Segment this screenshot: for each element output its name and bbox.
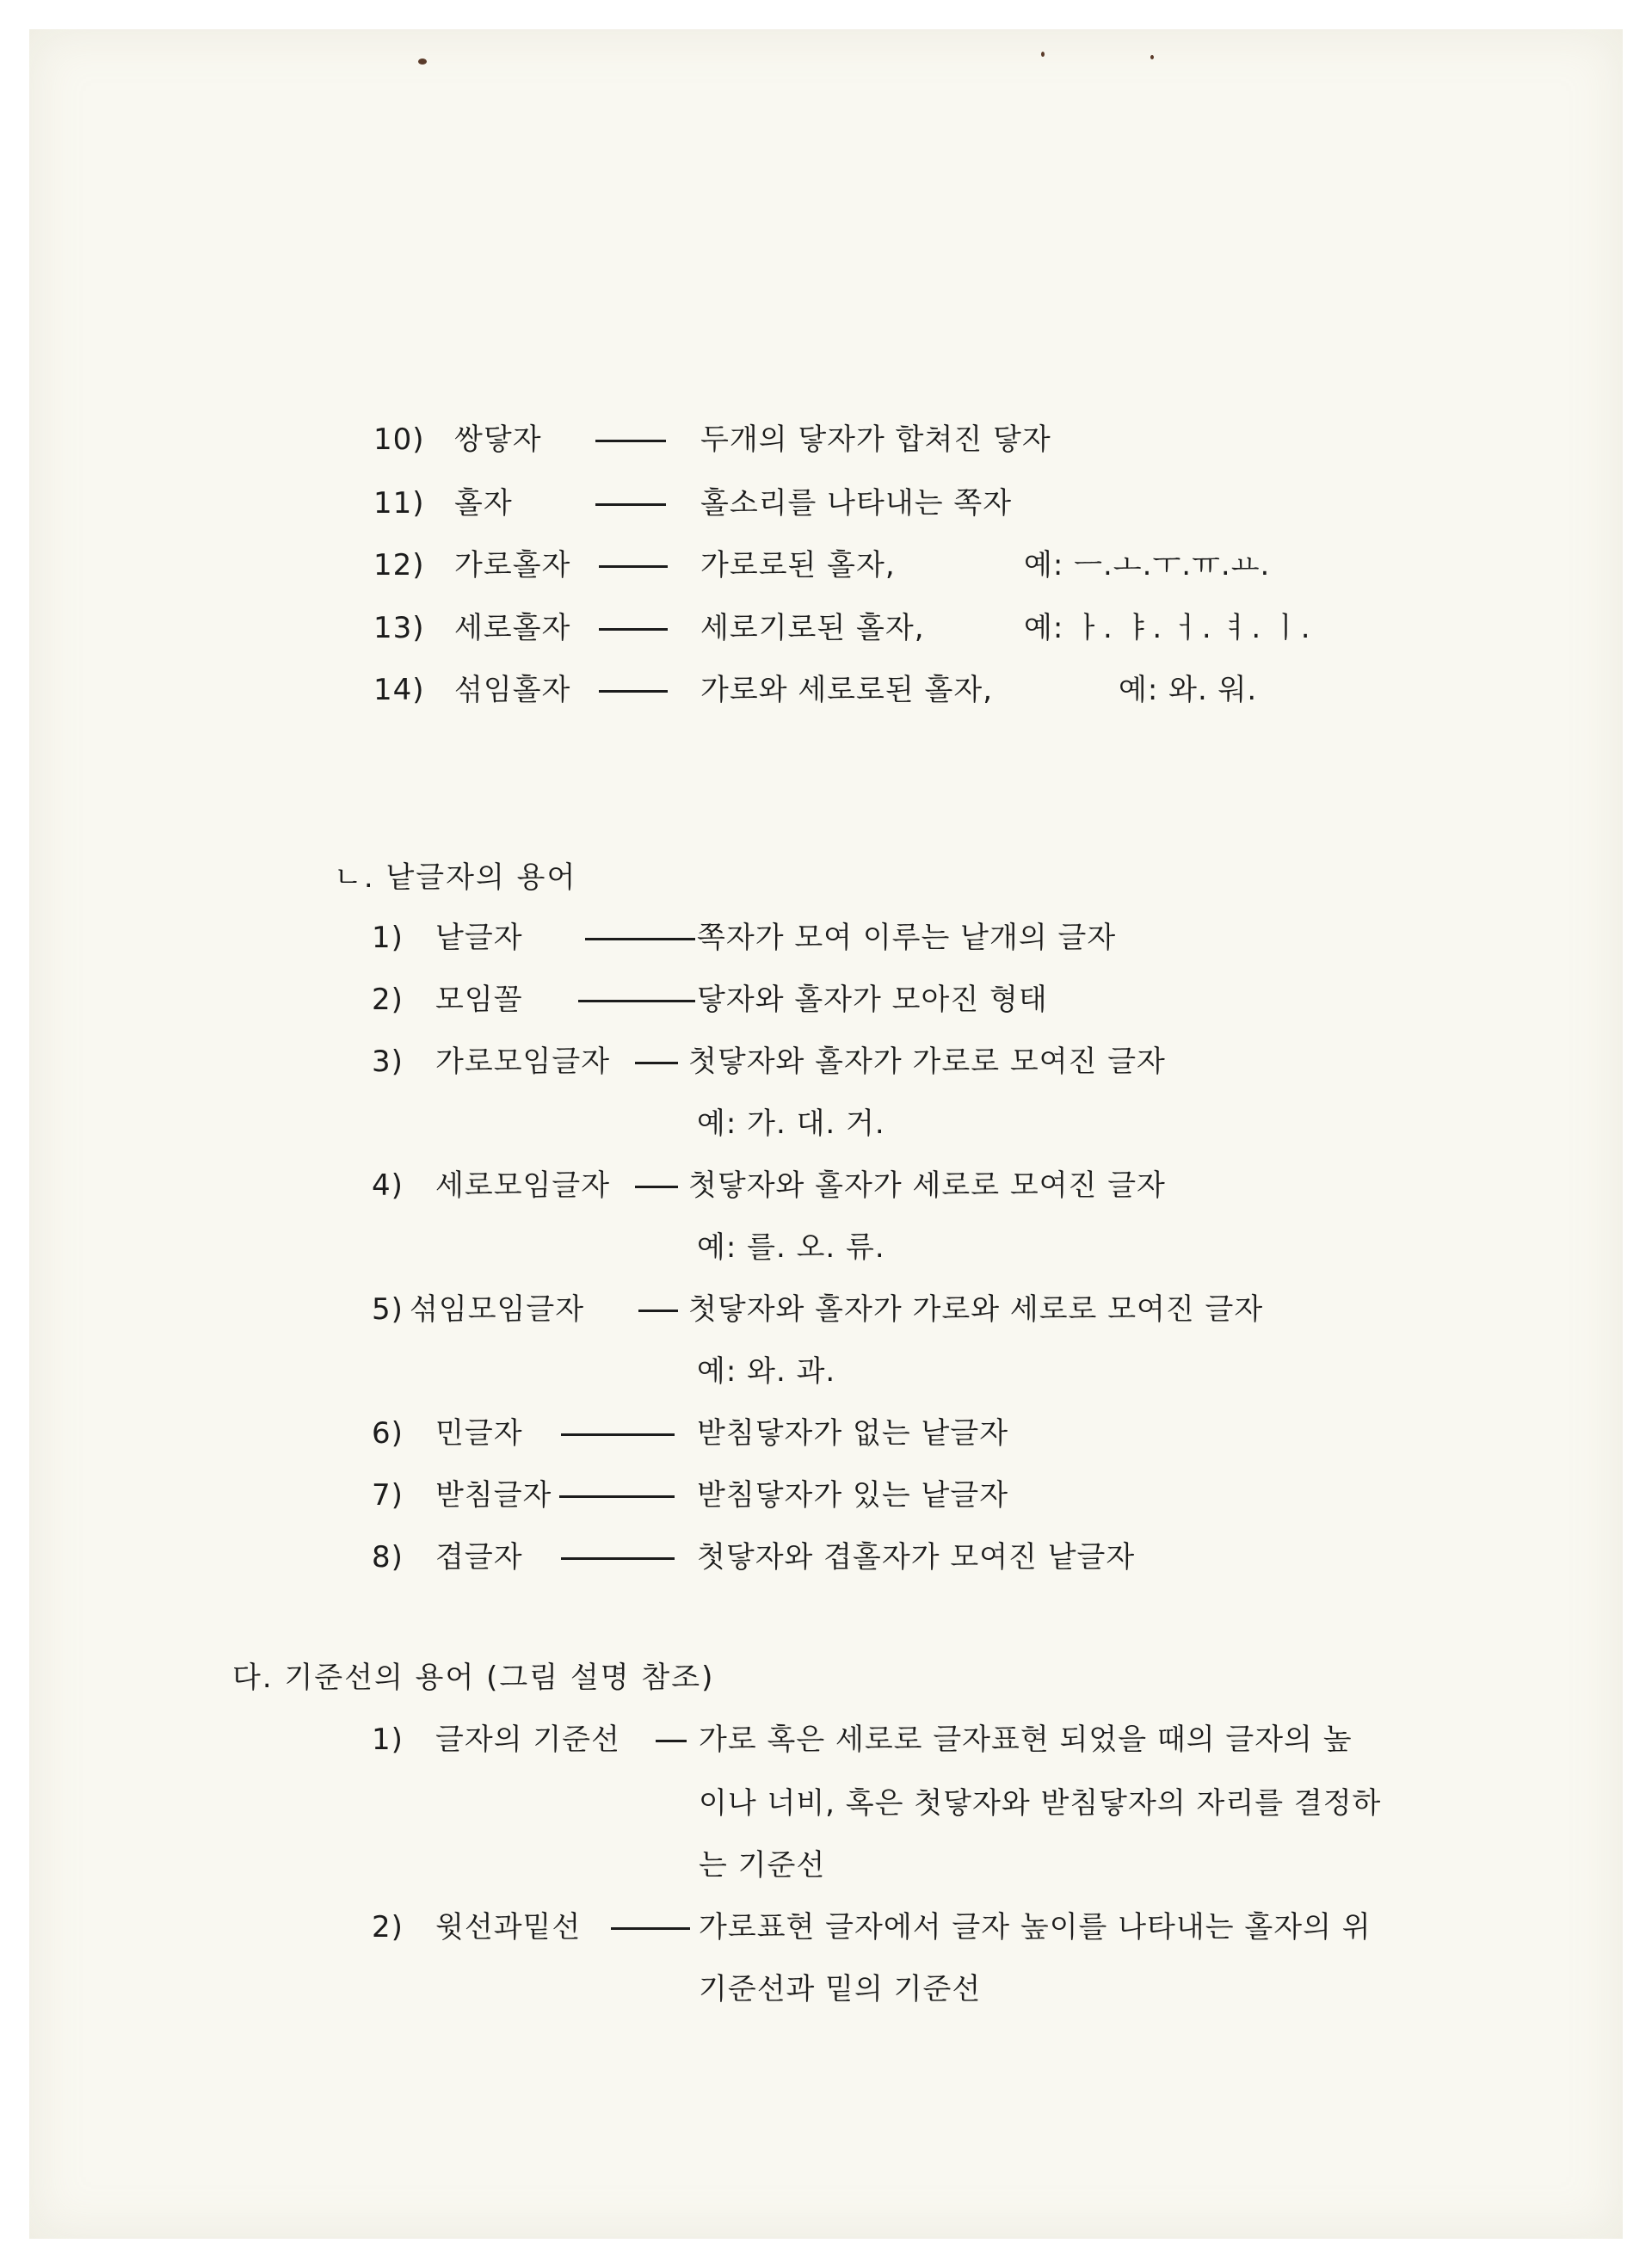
item-number: 1): [372, 921, 404, 955]
item-dash: [638, 1292, 678, 1327]
item-number: 11): [373, 486, 425, 521]
item-term: 윗선과밑선: [435, 1910, 582, 1944]
item-number: 5): [372, 1292, 404, 1327]
item-example: 예: ㅏ. ㅑ. ㅓ. ㅕ. ㅣ.: [1024, 611, 1311, 645]
item-description: 받침닿자가 있는 낱글자: [697, 1478, 1009, 1513]
paper-speck: [418, 59, 427, 65]
item-number: 4): [372, 1168, 404, 1203]
item-example: 예: 와. 워.: [1119, 673, 1258, 707]
item-description: 홀소리를 나타내는 쪽자: [700, 486, 1013, 521]
item-dash: [599, 673, 668, 707]
item-number: 6): [372, 1416, 404, 1451]
item-term: 낱글자: [435, 921, 523, 955]
item-term: 글자의 기준선: [435, 1723, 620, 1757]
item-number: 14): [373, 673, 425, 707]
item-term: 민글자: [435, 1416, 523, 1451]
item-number: 8): [372, 1540, 404, 1575]
item-dash: [656, 1723, 687, 1757]
item-number: 3): [372, 1045, 404, 1079]
item-description-line: 가로 혹은 세로로 글자표현 되었을 때의 글자의 높: [699, 1723, 1353, 1757]
item-description: 쪽자가 모여 이루는 낱개의 글자: [697, 921, 1117, 955]
item-dash: [585, 921, 695, 955]
item-term: 섞임홀자: [454, 673, 571, 707]
item-description-line: 이나 너비, 혹은 첫닿자와 받침닿자의 자리를 결정하: [699, 1786, 1382, 1821]
item-description: 가로와 세로로된 홀자,: [700, 673, 994, 707]
item-dash: [561, 1416, 675, 1451]
item-description: 첫닿자와 겹홀자가 모여진 낱글자: [697, 1540, 1136, 1575]
item-description: 첫닿자와 홀자가 가로와 세로로 모여진 글자: [688, 1292, 1264, 1327]
section-na-heading: ㄴ. 낱글자의 용어: [334, 860, 577, 895]
item-number: 12): [373, 548, 425, 582]
item-term: 가로홀자: [454, 548, 571, 582]
item-description: 첫닿자와 홀자가 세로로 모여진 글자: [688, 1168, 1166, 1203]
item-description: 받침닿자가 없는 낱글자: [697, 1416, 1009, 1451]
item-description: 두개의 닿자가 합쳐진 닿자: [700, 422, 1051, 457]
item-dash: [635, 1045, 678, 1079]
item-term: 쌍닿자: [454, 422, 542, 457]
item-dash: [611, 1910, 690, 1944]
item-term: 홀자: [454, 486, 513, 521]
item-term: 세로홀자: [454, 611, 571, 645]
item-dash: [595, 422, 666, 457]
item-example: 예: 를. 오. 류.: [697, 1230, 885, 1265]
section-da-heading: 다. 기준선의 용어 (그림 설명 참조): [232, 1661, 715, 1695]
item-term: 모임꼴: [435, 983, 523, 1017]
item-number: 10): [373, 422, 425, 457]
item-term: 겹글자: [435, 1540, 523, 1575]
item-number: 2): [372, 1910, 404, 1944]
item-dash: [578, 983, 695, 1017]
item-term: 가로모임글자: [435, 1045, 611, 1079]
item-description-line: 는 기준선: [699, 1848, 826, 1883]
item-description-line: 가로표현 글자에서 글자 높이를 나타내는 홀자의 위: [699, 1910, 1372, 1944]
item-number: 2): [372, 983, 404, 1017]
item-description-line: 기준선과 밑의 기준선: [699, 1972, 982, 2006]
item-dash: [561, 1540, 675, 1575]
item-dash: [559, 1478, 675, 1513]
item-example: 예: 와. 과.: [697, 1354, 836, 1389]
item-example: 예: 가. 대. 거.: [697, 1106, 885, 1141]
item-dash: [635, 1168, 678, 1203]
paper-speck: [1150, 55, 1154, 59]
item-term: 받침글자: [435, 1478, 552, 1513]
item-dash: [599, 611, 668, 645]
item-description: 첫닿자와 홀자가 가로로 모여진 글자: [688, 1045, 1166, 1079]
item-number: 7): [372, 1478, 404, 1513]
item-description: 닿자와 홀자가 모아진 형태: [697, 983, 1048, 1017]
item-description: 세로기로된 홀자,: [700, 611, 925, 645]
item-number: 1): [372, 1723, 404, 1757]
item-term: 세로모임글자: [435, 1168, 611, 1203]
item-dash: [595, 486, 666, 521]
item-example: 예: ㅡ.ㅗ.ㅜ.ㅠ.ㅛ.: [1024, 548, 1271, 582]
item-dash: [599, 548, 668, 582]
item-number: 13): [373, 611, 425, 645]
paper-speck: [1041, 52, 1045, 57]
item-term: 섞임모임글자: [410, 1292, 585, 1327]
item-description: 가로로된 홀자,: [700, 548, 896, 582]
